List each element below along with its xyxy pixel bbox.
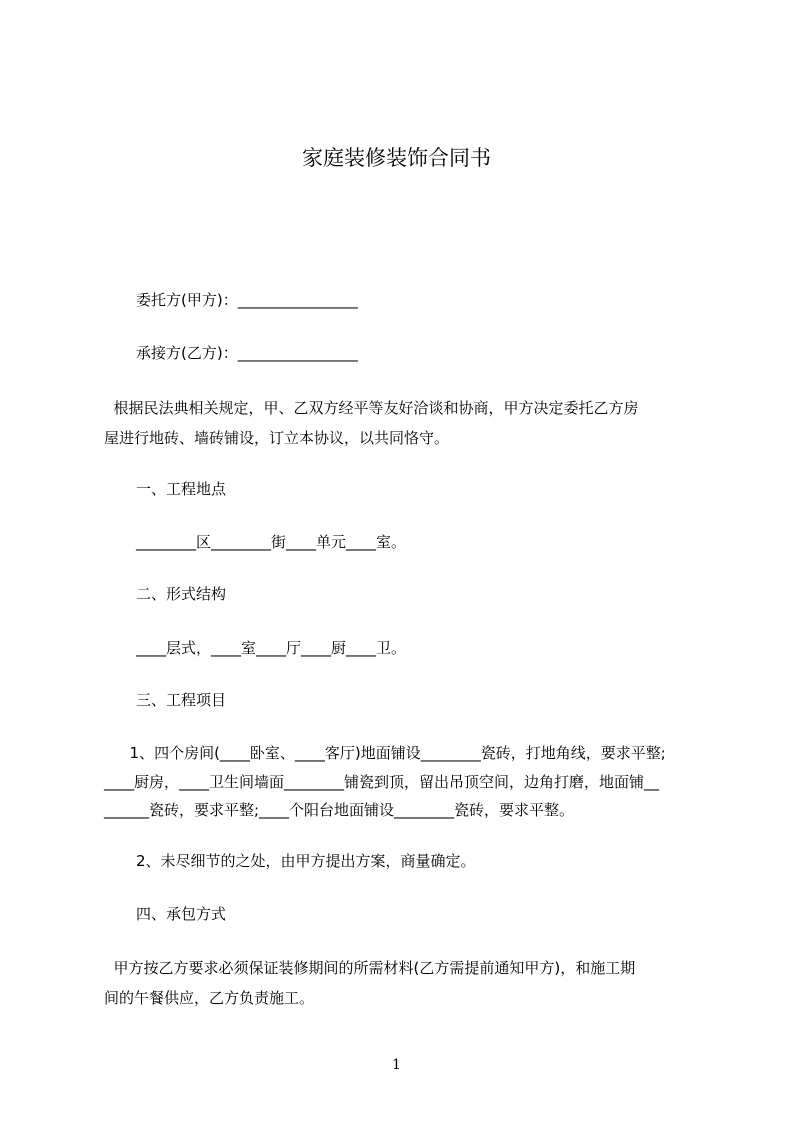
intro-paragraph-line-1: 根据民法典相关规定，甲、乙双方经平等友好洽谈和协商，甲方决定委托乙方房 bbox=[104, 399, 639, 417]
section-4-line-2: 间的午餐供应，乙方负责施工。 bbox=[104, 989, 315, 1007]
section-3-heading: 三、工程项目 bbox=[136, 691, 227, 709]
section-4-line-1: 甲方按乙方要求必须保证装修期间的所需材料(乙方需提前通知甲方)，和施工期 bbox=[104, 959, 636, 977]
page-number: 1 bbox=[392, 1057, 401, 1073]
item-1-line-3: ______瓷砖，要求平整;____个阳台地面铺设________瓷砖，要求平整。 bbox=[104, 801, 575, 819]
document-title: 家庭装修装饰合同书 bbox=[302, 146, 491, 170]
party-b-line: 承接方(乙方)：________________ bbox=[136, 344, 358, 362]
intro-paragraph-line-2: 屋进行地砖、墙砖铺设，订立本协议，以共同恪守。 bbox=[104, 429, 450, 447]
item-1-line-2: ____厨房，____卫生间墙面________铺瓷到顶，留出吊顶空间，边角打磨，地面铺__ bbox=[104, 773, 660, 791]
section-2-body: ____层式，____室____厅____厨____卫。 bbox=[136, 639, 407, 657]
section-1-body: ________区________街____单元____室。 bbox=[136, 533, 407, 551]
party-a-line: 委托方(甲方)：________________ bbox=[136, 291, 358, 309]
section-4-heading: 四、承包方式 bbox=[136, 905, 227, 923]
item-1-line-1: 1、四个房间(____卧室、____客厅)地面铺设________瓷砖，打地角线，要求平整; bbox=[120, 744, 666, 762]
section-2-heading: 二、形式结构 bbox=[136, 585, 227, 603]
item-2: 2、未尽细节的之处，由甲方提出方案，商量确定。 bbox=[136, 852, 476, 870]
section-1-heading: 一、工程地点 bbox=[136, 480, 227, 498]
